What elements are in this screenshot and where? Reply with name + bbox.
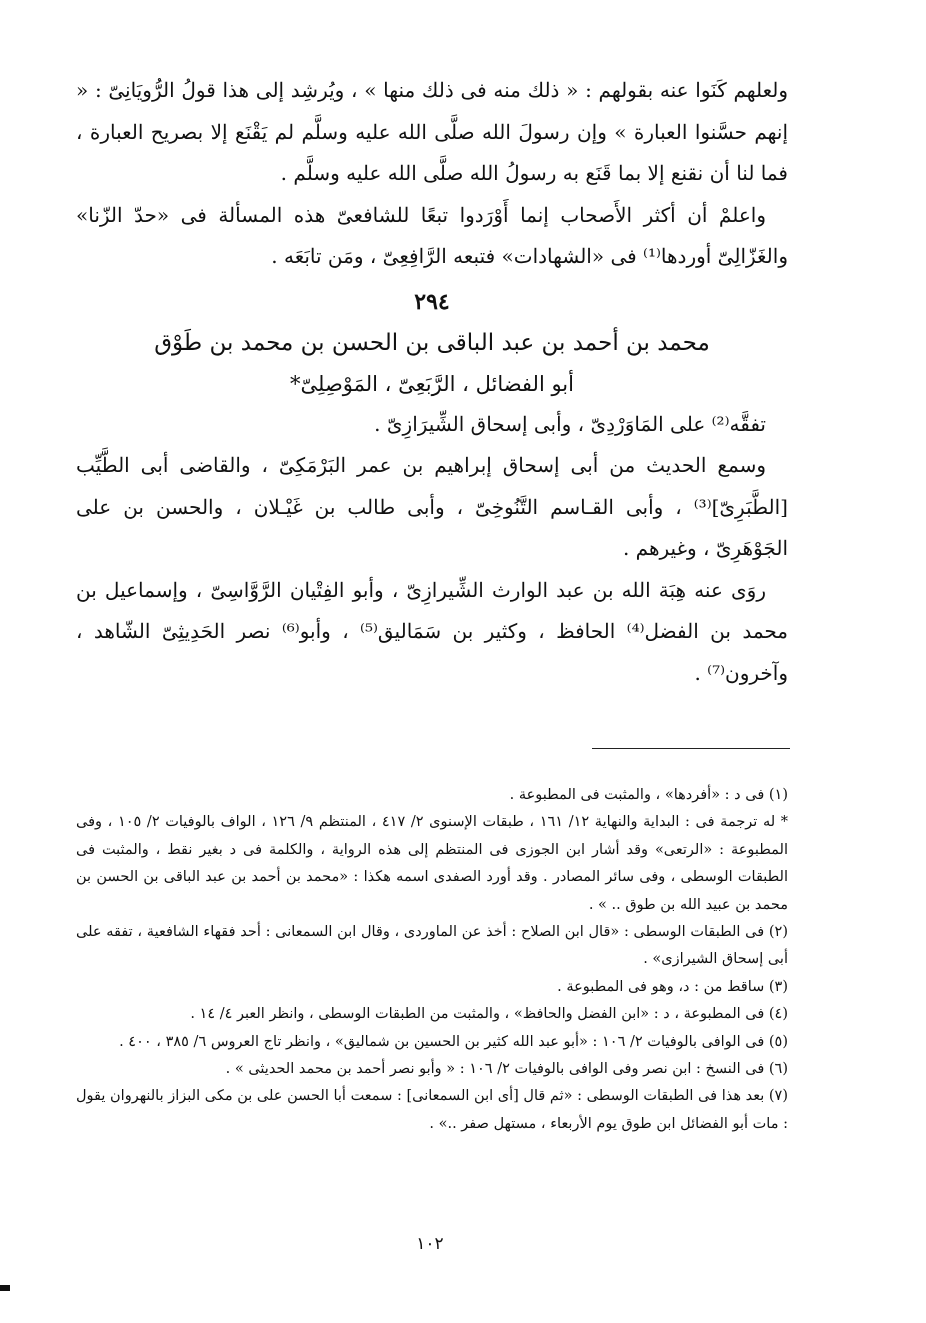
page-number: ١٠٢ bbox=[416, 1234, 444, 1254]
footnote: (٥) فى الوافى بالوفيات ٢/ ١٠٦ : «أبو عبد الله كثير بن الحسين بن شماليق» ، وانظر تاج العروس ٦/ ٣٨٥ ، ٤٠٠ . bbox=[119, 1033, 788, 1050]
footnotes bbox=[76, 782, 788, 1138]
paragraph: تفقَّه⁽²⁾ على المَاوَرْدِىّ ، وأبى إسحاق الشِّيرَازِىّ . bbox=[374, 411, 766, 436]
main-text bbox=[76, 70, 788, 694]
entry-name: محمد بن أحمد بن عبد الباقى بن الحسن بن محمد بن طَوْق bbox=[154, 329, 710, 356]
footnote: (١) فى د : «أفردها» ، والمثبت فى المطبوعة . bbox=[509, 787, 788, 803]
footnote-separator bbox=[592, 748, 790, 749]
paragraph: روَى عنه هِبَة الله بن عبد الوارث الشِّيرازِىّ ، وأبو الفِتْيان الرَّوَّاسِىّ ، وإسماعيل بن محمد بن الفضل⁽⁴⁾ الحافظ ، وكثير بن سَمَاليق⁽⁵⁾ ، وأبو⁽⁶⁾ نصر الحَدِيثِىّ الشّاهد ، وآخرون⁽⁷⁾ . bbox=[76, 577, 789, 685]
entry-number: ٢٩٤ bbox=[414, 288, 450, 315]
entry-kunya: أبو الفضائل ، الرَّبَعِىّ ، المَوْصِلِىّ* bbox=[290, 371, 574, 396]
paragraph: وسمع الحديث من أبى إسحاق إبراهيم بن عمر البَرْمَكِىّ ، والقاضى أبى الطَّيِّب [الطَّبَرِىّ]⁽³⁾ ، وأبى القـاسم التَّنُوخِىّ ، وأبى طالب بن غَيْـلان ، والحسن بن على الجَوْهَرِىّ ، وغيرهم . bbox=[76, 453, 788, 560]
footnote: (٤) فى المطبوعة ، د : «ابن الفضل والحافظ» ، والمثبت من الطبقات الوسطى ، وانظر العبر ٤/ ١٤ . bbox=[190, 1006, 788, 1023]
footnote: (٢) فى الطبقات الوسطى : «قال ابن الصلاح : أخذ عن الماوردى ، وقال ابن السمعانى : أحد فقهاء الشافعية ، تفقه على أبى إسحاق الشيرازى» . bbox=[76, 924, 788, 968]
footnote: * له ترجمة فى : البداية والنهاية ١٢/ ١٦١ ، طبقات الإسنوى ٢/ ٤١٧ ، المنتظم ٩/ ١٢٦ ، الواف بالوفيات ٢/ ١٠٥ ، وفى المطبوعة : «الرتعى» وقد أشار ابن الجوزى فى المنتظم إلى هذه الرواية ، والكلمة فى د بغير نقط ، والمثبت فى الطبقات الوسطى ، وفى سائر المصادر . وقد أورد الصفدى اسمه هكذا : «محمد بن أحمد بن عبد الباقى بن الحسن بن محمد بن عبيد الله بن طوق .. » . bbox=[76, 814, 789, 913]
footnote: (٦) فى النسخ : ابن نصر وفى الوافى بالوفيات ٢/ ١٠٦ : « وأبو نصر أحمد بن محمد الحديثى » . bbox=[225, 1061, 788, 1078]
scan-edge-mark bbox=[0, 1285, 10, 1291]
paragraph: واعلمْ أن أكثر الأَصحاب إنما أَوْرَدوا تبعًا للشافعىّ هذه المسألة فى «حدّ الزّنا» والغَزّالِىّ أوردها⁽¹⁾ فى «الشهادات» فتبعه الرَّافِعِىّ ، ومَن تابَعَه . bbox=[76, 202, 788, 268]
paragraph: ولعلهم كَنَوا عنه بقولهم : « ذلك منه فى ذلك منها » ، ويُرشِد إلى هذا قولُ الرُّويَانِىّ : « إنهم حسَّنوا العبارة » وإن رسولَ الله صلَّى الله عليه وسلَّم لم يَقْنَع إلا بصريح العبارة ، فما لنا أن نقنع إلا بما قَنَع به رسولُ الله صلَّى الله عليه وسلَّم . bbox=[76, 78, 788, 185]
footnote: (٧) بعد هذا فى الطبقات الوسطى : «ثم قال [أى ابن السمعانى] : سمعت أبا الحسن على بن مكى البزاز بالنهروان يقول : مات أبو الفضائل ابن طوق يوم الأربعاء ، مستهل صفر ..» . bbox=[76, 1088, 788, 1132]
footnote: (٣) ساقط من : د، وهو فى المطبوعة . bbox=[557, 978, 788, 995]
